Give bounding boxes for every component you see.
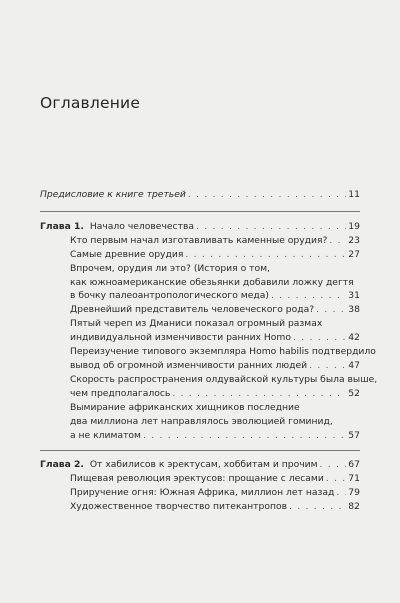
page-title: Оглавление	[40, 94, 141, 112]
toc-item-text: Впрочем, орудия ли это? (История о том,	[70, 262, 270, 274]
toc-item-page: 27	[348, 248, 360, 260]
toc-item-page: 79	[348, 487, 360, 499]
toc-item-text: Пищевая революция эректусов: прощание с лесами	[70, 473, 324, 485]
section-divider	[40, 450, 360, 451]
dot-leader	[185, 248, 346, 262]
toc-item-page: 71	[348, 473, 360, 485]
toc-item-page: 23	[348, 234, 360, 246]
toc-item	[40, 345, 376, 373]
toc-item-text: Древнейший представитель человеческого рода?	[70, 304, 315, 316]
dot-leader	[336, 486, 346, 500]
toc-item-text: индивидуальной изменчивости ранних Homo	[70, 332, 291, 344]
toc-item-text: Пятый череп из Дманиси показал огромный размах	[70, 318, 323, 330]
dot-leader	[309, 359, 346, 373]
toc-item	[40, 317, 360, 345]
dot-leader	[196, 220, 346, 234]
toc-item-text: Переизучение типового экземпляра Homo habilis подтвердило	[70, 346, 376, 358]
toc-item-page: 82	[348, 501, 360, 513]
toc-item-text: Самые древние орудия	[70, 248, 184, 260]
toc-item-text: два миллиона лет направлялось эволюцией гоминид,	[70, 415, 333, 427]
dot-leader	[172, 387, 346, 401]
toc-item-page: 38	[348, 304, 360, 316]
chapter-page: 67	[348, 459, 360, 471]
toc-item-text: Приручение огня: Южная Африка, миллион лет назад	[70, 487, 335, 499]
toc-item-text: Художественное творчество питекантропов	[70, 501, 287, 513]
chapter-heading	[40, 220, 360, 234]
toc-item-text: в бочку палеоантропологического меда)	[70, 290, 269, 302]
toc-item	[40, 500, 360, 514]
chapter-page: 19	[348, 220, 360, 232]
toc-item	[40, 472, 360, 486]
dot-leader	[293, 331, 346, 345]
toc-item-page: 57	[348, 429, 360, 441]
preface-page: 11	[348, 189, 360, 200]
toc-item	[40, 262, 360, 304]
dot-leader	[316, 303, 346, 317]
toc-item-text: Вымирание африканских хищников последние	[70, 401, 300, 413]
toc-item-text: Скорость распространения олдувайской культуры была выше,	[70, 373, 378, 385]
toc-item-page: 47	[348, 359, 360, 371]
chapter-label: Глава 2.	[40, 459, 84, 471]
table-of-contents	[40, 188, 378, 514]
toc-item	[40, 373, 378, 401]
chapter-heading	[40, 458, 360, 472]
chapter-title: От хабилисов к эректусам, хоббитам и прочим	[89, 459, 318, 471]
dot-leader	[289, 500, 346, 514]
toc-item	[40, 234, 360, 248]
toc-item	[40, 401, 360, 443]
toc-item-page: 52	[348, 387, 360, 399]
dot-leader	[143, 429, 346, 443]
toc-item	[40, 248, 360, 262]
dot-leader	[329, 234, 346, 248]
chapter-title: Начало человечества	[89, 220, 194, 232]
dot-leader	[271, 289, 346, 303]
dot-leader	[320, 458, 346, 472]
toc-item-text: вывод об огромной изменчивости ранних людей	[70, 359, 308, 371]
toc-item-text: Кто первым начал изготавливать каменные орудия?	[70, 234, 328, 246]
toc-item-text: чем предполагалось	[70, 387, 171, 399]
toc-item-text: а не климатом	[70, 429, 141, 441]
preface-title: Предисловие к книге третьей	[40, 189, 186, 200]
section-divider	[40, 211, 360, 212]
chapter-label: Глава 1.	[40, 220, 84, 232]
toc-item	[40, 486, 360, 500]
toc-item-page: 42	[348, 332, 360, 344]
preface-entry	[40, 188, 360, 202]
toc-item-page: 31	[348, 290, 360, 302]
toc-item	[40, 303, 360, 317]
dot-leader	[326, 472, 346, 486]
toc-item-text: как южноамериканские обезьянки добавили ложку дегтя	[70, 276, 354, 288]
dot-leader	[188, 188, 346, 202]
